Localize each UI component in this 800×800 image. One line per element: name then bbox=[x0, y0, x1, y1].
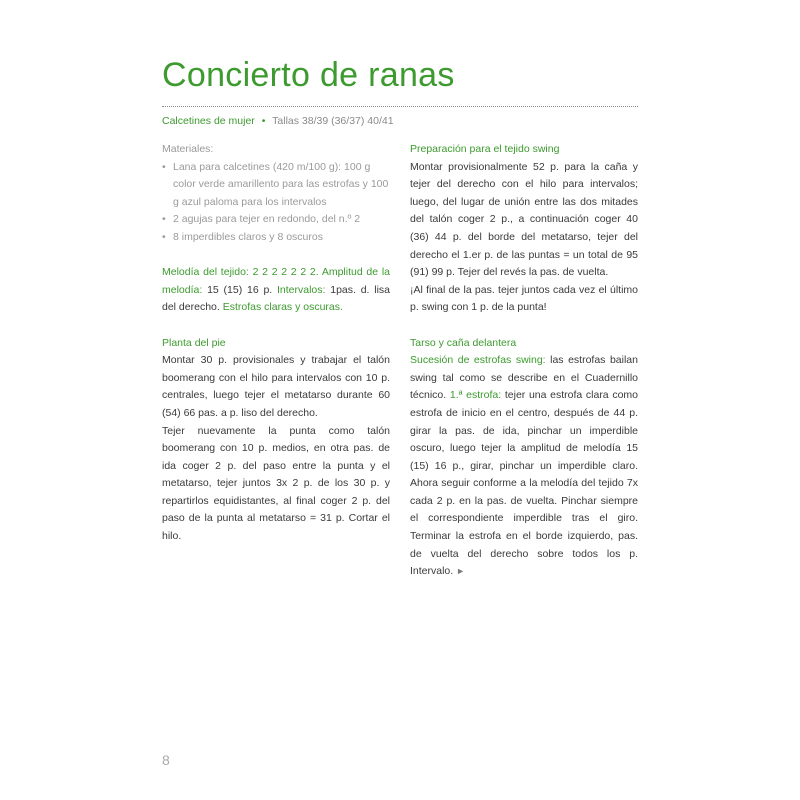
list-item: • 8 imperdibles claros y 8 oscuros bbox=[162, 229, 390, 247]
sucesion-text: las estrofas bailan swing tal como se describe en el Cuadernillo técnico. bbox=[410, 354, 638, 402]
estrofa-text: tejer una estrofa clara como estrofa de inicio en el centro, después de 44 p. girar la pas. de ida, pinchar un imperdible oscuro, luego tejer la amplitud de melodía 15 (15) 16 p., girar, pinchar un imperdible claro. Ahora seguir conforme a la melodía del tejido 7x cada 2 p. en la pas. de vuelta. Pinchar siempre el correspondiente imperdible tras el giro. Terminar la estrofa en el borde izquierdo, pas. de vuelta del derecho sobre todos los p. Intervalo. bbox=[410, 389, 638, 578]
page-number: 8 bbox=[162, 752, 170, 768]
list-item: • Lana para calcetines (420 m/100 g): 100 g color verde amarillento para las estrofas y 100 g azul paloma para los intervalos bbox=[162, 159, 390, 212]
right-column bbox=[410, 141, 638, 581]
planta-paragraph-2: Tejer nuevamente la punta como talón boomerang con 10 p. medios, en otra pas. de ida coger 2 p. del paso entre la punta y el metatarso, tejer juntos 3x 2 p. de los 30 p. y repartirlos equidistantes, al final coger 2 p. del paso de la punta al metatarso = 31 p. Cortar el hilo. bbox=[162, 424, 390, 543]
sizes-label: Tallas 38/39 (36/37) 40/41 bbox=[272, 115, 394, 127]
planta-paragraph-1: Montar 30 p. provisionales y trabajar el talón boomerang con el hilo para intervalos con 10 p. centrales, luego tejer el metatarso durante 60 (54) 66 pas. a p. liso del derecho. bbox=[162, 354, 390, 419]
planta-heading: Planta del pie bbox=[162, 336, 226, 349]
amplitud-value: 15 (15) 16 p. bbox=[202, 283, 277, 296]
prep-paragraph-1: Montar provisionalmente 52 p. para la caña y tejer del derecho con el hilo para intervalos; luego, del lugar de unión entre las dos mitades del talón coger 2 p., a continuación coger 40 (36) 44 p. del borde del metatarso, tejer del derecho el 1.er p. de las puntas = un total de 95 (91) 99 p. Tejer del revés la pas. de vuelta. bbox=[410, 160, 638, 279]
bullet-separator: • bbox=[261, 115, 266, 127]
continue-arrow-icon: ► bbox=[456, 566, 466, 577]
melodia-paragraph bbox=[162, 264, 390, 317]
list-item: • 2 agujas para tejer en redondo, del n.º 2 bbox=[162, 211, 390, 229]
sucesion-label: Sucesión de estrofas swing: bbox=[410, 354, 546, 367]
page-title: Concierto de ranas bbox=[162, 56, 455, 94]
prep-paragraph-2: ¡Al final de la pas. tejer juntos cada vez el último p. swing con 1 p. de la punta! bbox=[410, 283, 638, 314]
left-column bbox=[162, 141, 390, 546]
estrofas-label: Estrofas claras y oscuras. bbox=[222, 301, 343, 314]
melodia-value: 2 2 2 2 2 2 2. bbox=[248, 266, 322, 279]
materials-heading: Materiales: bbox=[162, 143, 214, 155]
tarso-heading: Tarso y caña delantera bbox=[410, 336, 517, 349]
materials-list bbox=[162, 159, 390, 247]
dotted-divider bbox=[162, 106, 638, 107]
category-label: Calcetines de mujer bbox=[162, 115, 255, 127]
intervalos-label: Intervalos: bbox=[277, 283, 326, 296]
prep-heading: Preparación para el tejido swing bbox=[410, 143, 560, 155]
estrofa-label: 1.ª estrofa: bbox=[449, 389, 502, 402]
pattern-subtitle bbox=[162, 115, 394, 127]
amplitud-label: Amplitud de la melodía: bbox=[162, 266, 390, 296]
intervalos-value: 1pas. d. lisa del derecho. bbox=[162, 283, 391, 314]
tarso-paragraph bbox=[410, 352, 638, 581]
melodia-label: Melodía del tejido: bbox=[162, 266, 249, 279]
